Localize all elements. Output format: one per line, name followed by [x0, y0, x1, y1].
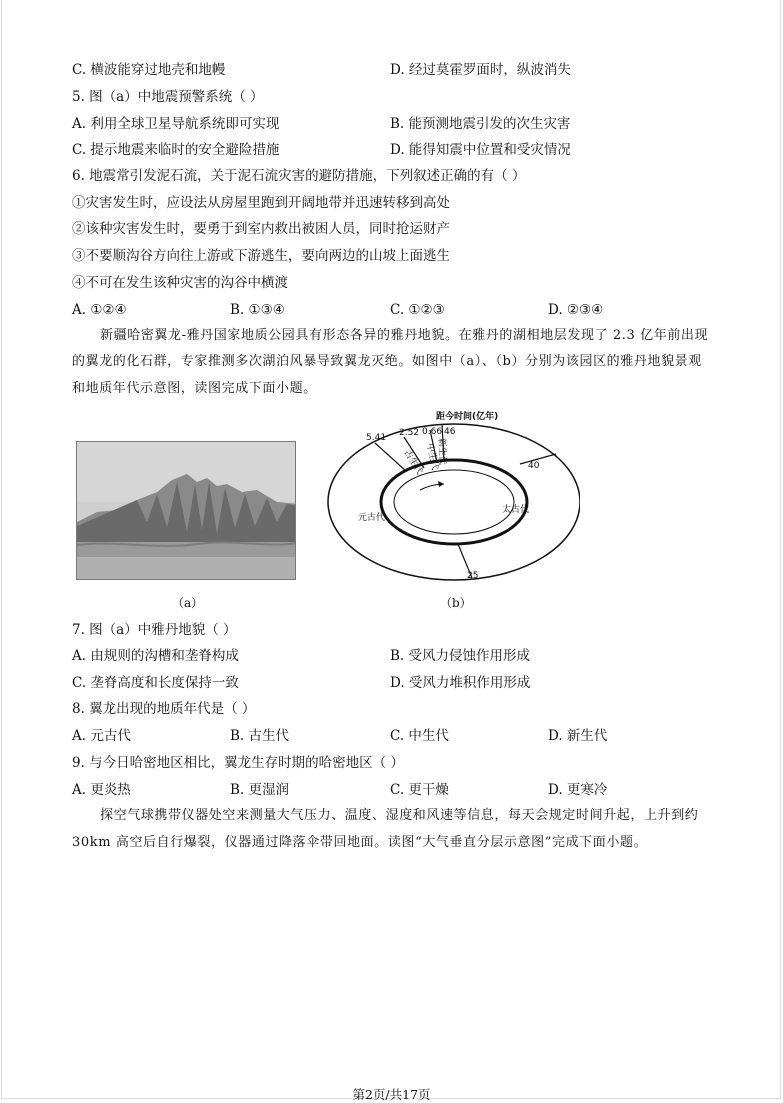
- q7-option-b: B. 受风力侵蚀作用形成: [390, 648, 531, 664]
- q6-statement-4: ④不可在发生该种灾害的沟谷中横渡: [72, 275, 288, 291]
- q5-option-a: A. 利用全球卫星导航系统即可实现: [72, 116, 280, 132]
- q6-stem: 6. 地震常引发泥石流，关于泥石流灾害的避防措施，下列叙述正确的有（ ）: [72, 168, 526, 184]
- q6-option-a: A. ①②④: [72, 302, 127, 318]
- q6-option-c: C. ①②③: [390, 302, 445, 318]
- outer-ring: [328, 424, 580, 580]
- label-0-66: 0.66: [422, 427, 443, 437]
- q6-statement-2: ②该种灾害发生时，要勇于到室内救出被困人员，同时抢运财产: [72, 221, 450, 237]
- q5-stem: 5. 图（a）中地震预警系统（ ）: [72, 89, 264, 105]
- q7-option-d: D. 受风力堆积作用形成: [390, 675, 531, 691]
- yardang-photo: [76, 441, 296, 580]
- inner-core: [394, 470, 514, 534]
- q9-option-d: D. 更寒冷: [548, 782, 608, 798]
- label-2-52: 2.52: [399, 428, 420, 438]
- q7-option-a: A. 由规则的沟槽和垄脊构成: [72, 648, 239, 664]
- q5-option-c: C. 提示地震来临时的安全避险措施: [72, 142, 280, 158]
- label-40: 40: [528, 461, 540, 471]
- q5-option-b: B. 能预测地震引发的次生灾害: [390, 116, 571, 132]
- q8-option-b: B. 古生代: [230, 728, 290, 744]
- era-paleozoic: 古生代: [401, 448, 425, 477]
- q7-option-c: C. 垄脊高度和长度保持一致: [72, 675, 239, 691]
- q8-stem: 8. 翼龙出现的地质年代是（ ）: [72, 701, 256, 717]
- intro2-line2: 30km 高空后自行爆裂，仪器通过降落伞带回地面。读图“大气垂直分层示意图”完成下面小题。: [72, 835, 648, 850]
- q9-option-a: A. 更炎热: [72, 782, 131, 798]
- label-5-41: 5.41: [366, 433, 387, 443]
- geologic-time-diagram: [320, 402, 580, 602]
- intro1-line2: 的翼龙的化石群，专家推测多次湖泊风暴导致翼龙灭绝。如图中（a）、（b）分别为该园区的雅丹地貌景观: [72, 354, 702, 369]
- intro2-line1: 探空气球携带仪器处空来测量大气压力、温度、湿度和风速等信息，每天会规定时间升起，上升到约: [100, 808, 699, 823]
- time-axis-title: 距今时间(亿年): [436, 412, 499, 422]
- q8-option-d: D. 新生代: [548, 728, 608, 744]
- intro1-line3: 和地质年代示意图，读图完成下面小题。: [72, 381, 317, 396]
- boundary-5-41: [375, 443, 406, 471]
- page-footer: 第2页/共17页: [352, 1087, 431, 1102]
- q6-statement-3: ③不要顺沟谷方向往上游或下游逃生，要向两边的山坡上面逃生: [72, 248, 450, 264]
- era-proterozoic: 元古代: [358, 513, 386, 523]
- q9-option-b: B. 更湿润: [230, 782, 290, 798]
- q6-statement-1: ①灾害发生时，应设法从房屋里跑到开阔地带并迅速转移到高处: [72, 195, 450, 211]
- caption-b: （b）: [440, 596, 472, 610]
- label-46: 46: [444, 427, 456, 437]
- q4-option-d: D. 经过莫霍罗面时，纵波消失: [390, 62, 571, 78]
- q9-option-c: C. 更干燥: [390, 782, 449, 798]
- q7-stem: 7. 图（a）中雅丹地貌（ ）: [72, 622, 237, 638]
- q6-option-d: D. ②③④: [548, 302, 604, 318]
- q9-stem: 9. 与今日哈密地区相比，翼龙生存时期的哈密地区（ ）: [72, 755, 404, 771]
- q6-option-b: B. ①③④: [230, 302, 285, 318]
- caption-a: （a）: [172, 596, 204, 610]
- q8-option-c: C. 中生代: [390, 728, 449, 744]
- label-25: 25: [467, 571, 479, 581]
- era-archean: 太古代: [502, 505, 530, 515]
- intro1-line1: 新疆哈密翼龙-雅丹国家地质公园具有形态各异的雅丹地貌。在雅丹的湖相地层发现了 2.3 亿年前出现: [100, 328, 709, 343]
- era-mesozoic: 中生代: [424, 442, 440, 472]
- inner-ring: [381, 460, 530, 544]
- q8-option-a: A. 元古代: [72, 728, 131, 744]
- q4-option-c: C. 横波能穿过地壳和地幔: [72, 62, 226, 78]
- era-cenozoic: 新生代: [436, 437, 447, 466]
- q5-option-d: D. 能得知震中位置和受灾情况: [390, 142, 571, 158]
